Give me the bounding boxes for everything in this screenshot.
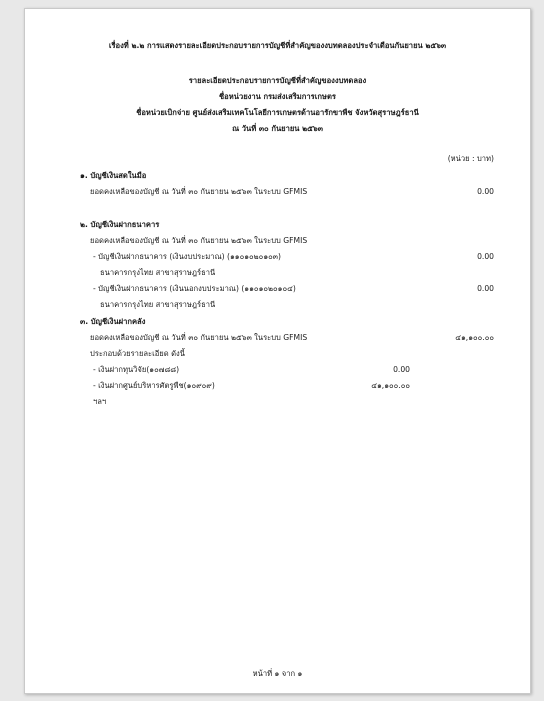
report-date: ณ วันที่ ๓๐ กันยายน ๒๕๖๓	[232, 124, 323, 133]
page-number: หน้าที่ ๑ จาก ๑	[252, 669, 303, 678]
section-3-item-2-label: - เงินฝากศูนย์บริหารศัตรูพืช(๑๐๙๐๙)	[93, 381, 215, 390]
section-2-item-1-bank: ธนาคารกรุงไทย สาขาสุราษฎร์ธานี	[100, 268, 216, 277]
section-2-item-1-value: 0.00	[477, 252, 494, 261]
section-3-detail-label: ประกอบด้วยรายละเอียด ดังนี้	[90, 349, 185, 358]
etc-marker: ฯลฯ	[93, 397, 107, 406]
report-title: รายละเอียดประกอบรายการบัญชีที่สำคัญของงบทดลอง	[188, 76, 367, 85]
section-2-item-1-label: - บัญชีเงินฝากธนาคาร (เงินงบประมาณ) (๑๑๐๑๐๒๐๑๐๓)	[93, 252, 281, 261]
section-3-title: ๓. บัญชีเงินฝากคลัง	[80, 317, 146, 326]
agency-name: ชื่อหน่วยงาน กรมส่งเสริมการเกษตร	[219, 92, 336, 101]
document-page	[24, 8, 531, 694]
section-3-balance-label: ยอดคงเหลือของบัญชี ณ วันที่ ๓๐ กันยายน ๒๕๖๓ ในระบบ GFMIS	[90, 333, 308, 342]
section-2-item-2-bank: ธนาคารกรุงไทย สาขาสุราษฎร์ธานี	[100, 300, 216, 309]
section-2-item-2-label: - บัญชีเงินฝากธนาคาร (เงินนอกงบประมาณ) (๑๑๐๑๐๒๐๑๐๔)	[93, 284, 296, 293]
section-2-title: ๒. บัญชีเงินฝากธนาคาร	[80, 220, 160, 229]
section-1-balance-value: 0.00	[477, 187, 494, 196]
section-2-item-2-value: 0.00	[477, 284, 494, 293]
section-3-item-2-value: ๔๑,๑๐๐.๐๐	[371, 381, 410, 390]
disbursement-unit-name: ชื่อหน่วยเบิกจ่าย ศูนย์ส่งเสริมเทคโนโลยีการเกษตรด้านอารักขาพืช จังหวัดสุราษฎร์ธานี	[136, 108, 419, 117]
section-1-balance-label: ยอดคงเหลือของบัญชี ณ วันที่ ๓๐ กันยายน ๒๕๖๓ ในระบบ GFMIS	[90, 187, 308, 196]
document-subject: เรื่องที่ ๒.๒ การแสดงรายละเอียดประกอบรายการบัญชีที่สำคัญของงบทดลองประจำเดือนกันยายน ๒๕๖๓	[108, 41, 447, 50]
section-3-item-1-label: - เงินฝากทุนวิจัย(๑๐๗๘๘)	[93, 365, 180, 374]
unit-label: (หน่วย : บาท)	[447, 154, 494, 163]
section-2-balance-label: ยอดคงเหลือของบัญชี ณ วันที่ ๓๐ กันยายน ๒๕๖๓ ในระบบ GFMIS	[90, 236, 308, 245]
section-3-item-1-value: 0.00	[393, 365, 410, 374]
section-3-balance-value: ๔๑,๑๐๐.๐๐	[455, 333, 494, 342]
section-1-title: ๑. บัญชีเงินสดในมือ	[80, 171, 147, 180]
